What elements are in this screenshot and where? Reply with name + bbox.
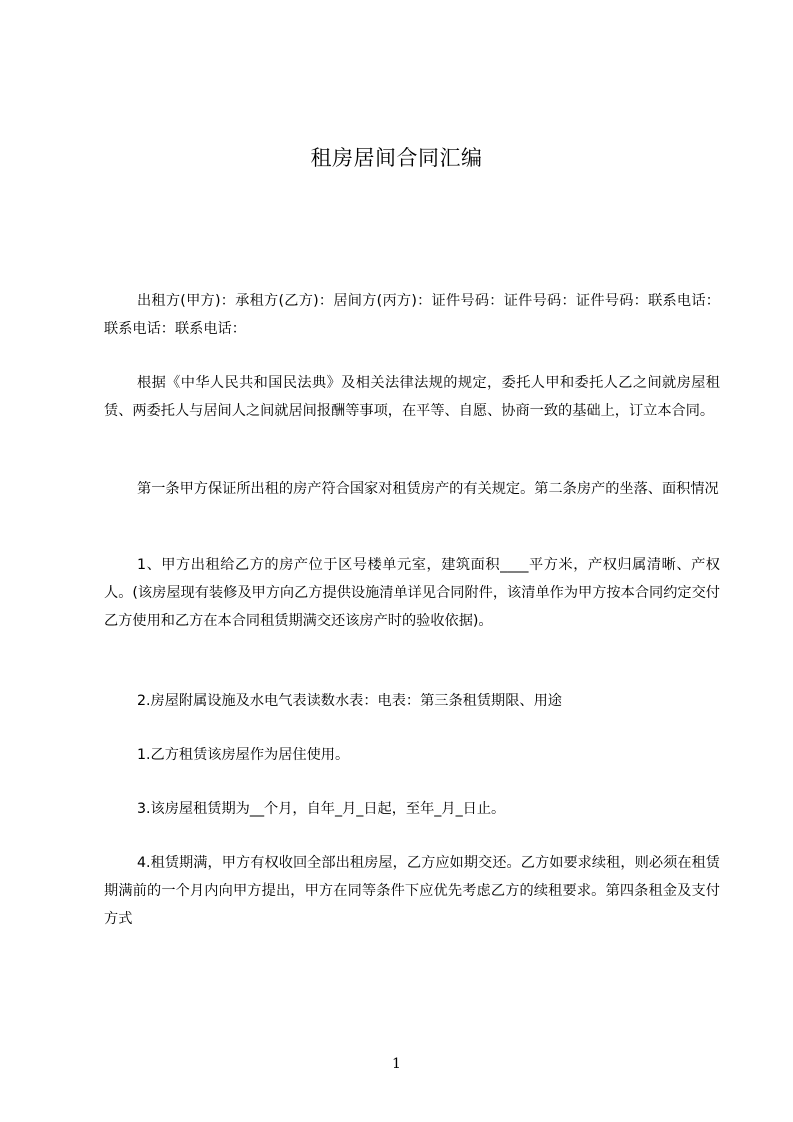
property-location-paragraph: 1、甲方出租给乙方的房产位于区号楼单元室，建筑面积____平方米，产权归属清晰、产权人。(该房屋现有装修及甲方向乙方提供设施清单详见合同附件，该清单作为甲方按本合同约定交付乙方使用和乙方在本合同租赁期满交还该房产时的验收依据)。	[104, 557, 720, 629]
page-number: 1	[392, 1056, 401, 1072]
document-title: 租房居间合同汇编	[310, 146, 483, 170]
lease-renewal-paragraph: 4.租赁期满，甲方有权收回全部出租房屋，乙方应如期交还。乙方如要求续租，则必须在租赁期满前的一个月内向甲方提出，甲方在同等条件下应优先考虑乙方的续租要求。第四条租金及支付方式	[104, 855, 720, 927]
parties-info-paragraph: 出租方(甲方)：承租方(乙方)：居间方(丙方)：证件号码：证件号码：证件号码：联系电话：联系电话：联系电话：	[104, 293, 720, 337]
utility-meter-paragraph: 2.房屋附属设施及水电气表读数水表：电表：第三条租赁期限、用途	[137, 693, 562, 709]
article-one-paragraph: 第一条甲方保证所出租的房产符合国家对租赁房产的有关规定。第二条房产的坐落、面积情况	[137, 481, 719, 497]
residential-use-paragraph: 1.乙方租赁该房屋作为居住使用。	[137, 747, 350, 763]
lease-term-paragraph: 3.该房屋租赁期为__个月，自年_月_日起，至年_月_日止。	[137, 801, 506, 817]
legal-basis-paragraph: 根据《中华人民共和国民法典》及相关法律法规的规定，委托人甲和委托人乙之间就房屋租赁、两委托人与居间人之间就居间报酬等事项，在平等、自愿、协商一致的基础上，订立本合同。	[104, 375, 720, 419]
